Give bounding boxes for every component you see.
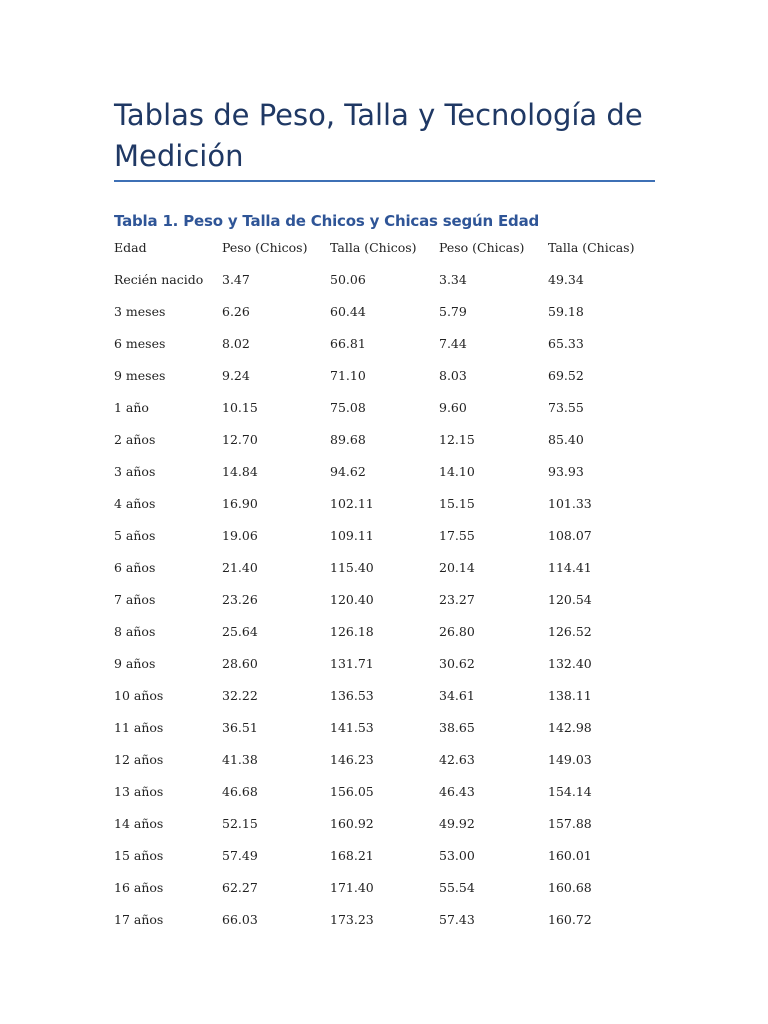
table-row [114, 743, 659, 775]
cell-talla-chicas: 69.52 [548, 367, 584, 383]
cell-peso-chicos: 23.26 [222, 591, 258, 607]
table-row [114, 647, 659, 679]
table-row [114, 839, 659, 871]
cell-peso-chicos: 28.60 [222, 655, 258, 671]
cell-talla-chicos: 94.62 [330, 463, 366, 479]
cell-talla-chicos: 160.92 [330, 815, 374, 831]
cell-peso-chicos: 16.90 [222, 495, 258, 511]
cell-peso-chicas: 23.27 [439, 591, 475, 607]
cell-peso-chicas: 8.03 [439, 367, 467, 383]
header-edad: Edad [114, 239, 147, 255]
cell-talla-chicas: 138.11 [548, 687, 592, 703]
table-row [114, 679, 659, 711]
cell-edad: 7 años [114, 591, 156, 607]
cell-talla-chicas: 59.18 [548, 303, 584, 319]
cell-talla-chicos: 115.40 [330, 559, 374, 575]
cell-peso-chicas: 57.43 [439, 911, 475, 927]
cell-talla-chicas: 160.72 [548, 911, 592, 927]
table-row [114, 455, 659, 487]
weight-height-table [114, 231, 659, 935]
cell-edad: 9 años [114, 655, 156, 671]
cell-edad: 3 meses [114, 303, 166, 319]
table-row [114, 583, 659, 615]
cell-talla-chicos: 120.40 [330, 591, 374, 607]
cell-edad: 13 años [114, 783, 164, 799]
cell-talla-chicos: 60.44 [330, 303, 366, 319]
cell-talla-chicas: 142.98 [548, 719, 592, 735]
cell-edad: 10 años [114, 687, 164, 703]
cell-peso-chicas: 7.44 [439, 335, 467, 351]
cell-peso-chicos: 14.84 [222, 463, 258, 479]
cell-peso-chicas: 46.43 [439, 783, 475, 799]
cell-peso-chicos: 25.64 [222, 623, 258, 639]
cell-edad: 6 años [114, 559, 156, 575]
cell-edad: 8 años [114, 623, 156, 639]
cell-peso-chicas: 55.54 [439, 879, 475, 895]
cell-peso-chicas: 17.55 [439, 527, 475, 543]
cell-peso-chicas: 5.79 [439, 303, 467, 319]
cell-edad: 2 años [114, 431, 156, 447]
cell-talla-chicos: 131.71 [330, 655, 374, 671]
cell-talla-chicas: 160.68 [548, 879, 592, 895]
cell-talla-chicos: 136.53 [330, 687, 374, 703]
cell-talla-chicos: 173.23 [330, 911, 374, 927]
cell-edad: 9 meses [114, 367, 166, 383]
cell-edad: 15 años [114, 847, 164, 863]
cell-edad: 17 años [114, 911, 164, 927]
document-title: Tablas de Peso, Talla y Tecnología de Medición [114, 98, 643, 173]
cell-peso-chicas: 53.00 [439, 847, 475, 863]
cell-edad: 11 años [114, 719, 164, 735]
cell-talla-chicas: 114.41 [548, 559, 592, 575]
cell-edad: 6 meses [114, 335, 166, 351]
cell-talla-chicos: 71.10 [330, 367, 366, 383]
cell-peso-chicos: 36.51 [222, 719, 258, 735]
cell-peso-chicos: 6.26 [222, 303, 250, 319]
cell-peso-chicos: 32.22 [222, 687, 258, 703]
cell-edad: 14 años [114, 815, 164, 831]
table-row [114, 615, 659, 647]
cell-edad: 12 años [114, 751, 164, 767]
cell-peso-chicas: 14.10 [439, 463, 475, 479]
cell-edad: 3 años [114, 463, 156, 479]
cell-peso-chicos: 66.03 [222, 911, 258, 927]
cell-talla-chicas: 85.40 [548, 431, 584, 447]
table-row [114, 711, 659, 743]
cell-peso-chicos: 21.40 [222, 559, 258, 575]
table-row [114, 487, 659, 519]
header-talla-chicos: Talla (Chicos) [330, 239, 417, 255]
table-row [114, 359, 659, 391]
cell-talla-chicos: 102.11 [330, 495, 374, 511]
cell-talla-chicas: 101.33 [548, 495, 592, 511]
cell-talla-chicos: 89.68 [330, 431, 366, 447]
table-row [114, 807, 659, 839]
table-row [114, 423, 659, 455]
cell-peso-chicas: 15.15 [439, 495, 475, 511]
cell-edad: Recién nacido [114, 271, 204, 287]
cell-peso-chicos: 9.24 [222, 367, 250, 383]
cell-peso-chicos: 12.70 [222, 431, 258, 447]
cell-talla-chicos: 126.18 [330, 623, 374, 639]
cell-peso-chicas: 42.63 [439, 751, 475, 767]
table-row [114, 327, 659, 359]
cell-talla-chicos: 50.06 [330, 271, 366, 287]
cell-talla-chicos: 146.23 [330, 751, 374, 767]
cell-talla-chicos: 109.11 [330, 527, 374, 543]
cell-talla-chicas: 132.40 [548, 655, 592, 671]
cell-talla-chicas: 108.07 [548, 527, 592, 543]
cell-peso-chicos: 52.15 [222, 815, 258, 831]
cell-edad: 4 años [114, 495, 156, 511]
cell-peso-chicos: 8.02 [222, 335, 250, 351]
cell-edad: 5 años [114, 527, 156, 543]
table-row [114, 295, 659, 327]
cell-talla-chicos: 66.81 [330, 335, 366, 351]
cell-peso-chicas: 49.92 [439, 815, 475, 831]
cell-talla-chicas: 65.33 [548, 335, 584, 351]
cell-edad: 16 años [114, 879, 164, 895]
header-peso-chicos: Peso (Chicos) [222, 239, 308, 255]
cell-talla-chicas: 149.03 [548, 751, 592, 767]
cell-peso-chicos: 10.15 [222, 399, 258, 415]
cell-talla-chicos: 168.21 [330, 847, 374, 863]
cell-peso-chicas: 26.80 [439, 623, 475, 639]
table-header [114, 231, 659, 263]
cell-peso-chicos: 3.47 [222, 271, 250, 287]
cell-talla-chicas: 93.93 [548, 463, 584, 479]
cell-talla-chicas: 160.01 [548, 847, 592, 863]
cell-talla-chicas: 120.54 [548, 591, 592, 607]
cell-talla-chicas: 73.55 [548, 399, 584, 415]
cell-talla-chicas: 157.88 [548, 815, 592, 831]
cell-peso-chicas: 3.34 [439, 271, 467, 287]
table-row [114, 263, 659, 295]
cell-talla-chicas: 49.34 [548, 271, 584, 287]
cell-talla-chicas: 126.52 [548, 623, 592, 639]
cell-peso-chicas: 38.65 [439, 719, 475, 735]
cell-peso-chicos: 62.27 [222, 879, 258, 895]
cell-peso-chicos: 46.68 [222, 783, 258, 799]
cell-talla-chicos: 75.08 [330, 399, 366, 415]
cell-talla-chicos: 171.40 [330, 879, 374, 895]
cell-peso-chicas: 20.14 [439, 559, 475, 575]
cell-talla-chicos: 156.05 [330, 783, 374, 799]
table-row [114, 871, 659, 903]
cell-talla-chicas: 154.14 [548, 783, 592, 799]
header-talla-chicas: Talla (Chicas) [548, 239, 635, 255]
table-row [114, 391, 659, 423]
cell-peso-chicos: 41.38 [222, 751, 258, 767]
table-row [114, 519, 659, 551]
table-row [114, 551, 659, 583]
header-peso-chicas: Peso (Chicas) [439, 239, 525, 255]
table-caption: Tabla 1. Peso y Talla de Chicos y Chicas según Edad [114, 212, 540, 230]
title-underline [114, 180, 655, 182]
cell-peso-chicas: 12.15 [439, 431, 475, 447]
cell-talla-chicos: 141.53 [330, 719, 374, 735]
table-row [114, 775, 659, 807]
table-body [114, 263, 659, 935]
table-row [114, 903, 659, 935]
cell-peso-chicas: 30.62 [439, 655, 475, 671]
cell-edad: 1 año [114, 399, 149, 415]
header-row [114, 231, 659, 263]
cell-peso-chicos: 19.06 [222, 527, 258, 543]
cell-peso-chicas: 9.60 [439, 399, 467, 415]
cell-peso-chicos: 57.49 [222, 847, 258, 863]
cell-peso-chicas: 34.61 [439, 687, 475, 703]
